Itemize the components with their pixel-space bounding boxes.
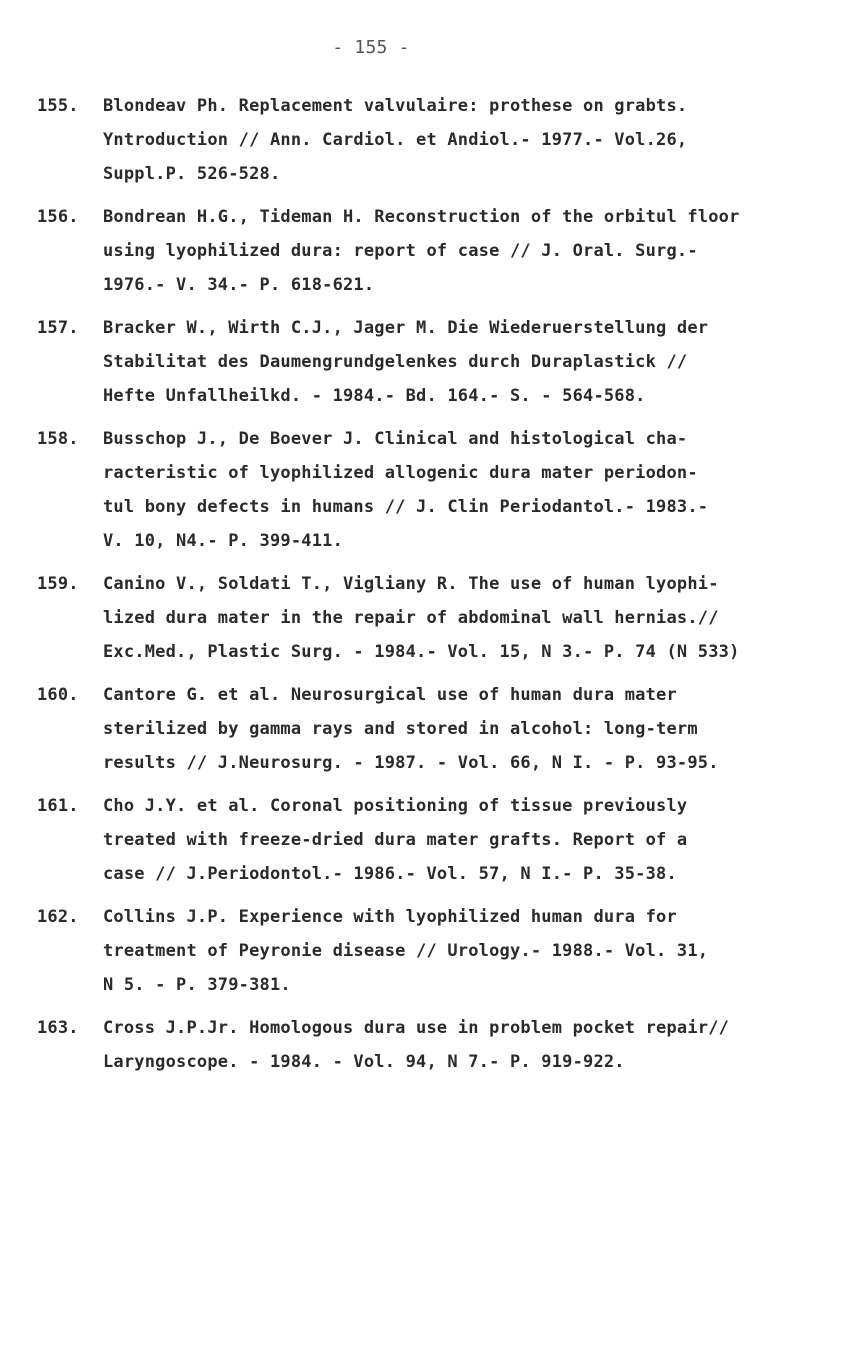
reference-line: Laryngoscope. - 1984. - Vol. 94, N 7.- P. 919-922. xyxy=(103,1052,625,1072)
reference-line: N 5. - P. 379-381. xyxy=(103,975,291,995)
reference-line: Suppl.P. 526-528. xyxy=(103,164,281,184)
reference-entry xyxy=(37,678,847,780)
reference-entry xyxy=(37,789,847,891)
reference-line: using lyophilized dura: report of case // J. Oral. Surg.- xyxy=(103,241,698,261)
reference-line: sterilized by gamma rays and stored in alcohol: long-term xyxy=(103,719,698,739)
reference-line: Yntroduction // Ann. Cardiol. et Andiol.- 1977.- Vol.26, xyxy=(103,130,688,150)
reference-text xyxy=(103,89,847,191)
reference-text xyxy=(103,200,847,302)
reference-line: treatment of Peyronie disease // Urology.- 1988.- Vol. 31, xyxy=(103,941,709,961)
reference-entry xyxy=(37,567,847,669)
reference-entry xyxy=(37,1011,847,1079)
reference-line: Collins J.P. Experience with lyophilized human dura for xyxy=(103,907,677,927)
reference-line: Canino V., Soldati T., Vigliany R. The use of human lyophi- xyxy=(103,574,719,594)
reference-line: Bondrean H.G., Tideman H. Reconstruction of the orbitul floor xyxy=(103,207,740,227)
reference-line: Stabilitat des Daumengrundgelenkes durch Duraplastick // xyxy=(103,352,688,372)
reference-entry xyxy=(37,422,847,558)
reference-line: treated with freeze-dried dura mater grafts. Report of a xyxy=(103,830,688,850)
reference-line: Bracker W., Wirth C.J., Jager M. Die Wiederuerstellung der xyxy=(103,318,709,338)
reference-entry xyxy=(37,200,847,302)
reference-line: Cantore G. et al. Neurosurgical use of human dura mater xyxy=(103,685,677,705)
reference-text xyxy=(103,1011,847,1079)
reference-line: lized dura mater in the repair of abdominal wall hernias.// xyxy=(103,608,719,628)
reference-text xyxy=(103,422,847,558)
reference-number: 158. xyxy=(37,429,79,449)
reference-entry xyxy=(37,311,847,413)
reference-line: tul bony defects in humans // J. Clin Periodantol.- 1983.- xyxy=(103,497,709,517)
page-number: - 155 - xyxy=(332,37,410,58)
reference-number: 163. xyxy=(37,1018,79,1038)
reference-entry xyxy=(37,89,847,191)
reference-line: racteristic of lyophilized allogenic dura mater periodon- xyxy=(103,463,698,483)
reference-text xyxy=(103,678,847,780)
reference-text xyxy=(103,900,847,1002)
reference-line: Exc.Med., Plastic Surg. - 1984.- Vol. 15, N 3.- P. 74 (N 533) xyxy=(103,642,740,662)
reference-number: 157. xyxy=(37,318,79,338)
reference-line: 1976.- V. 34.- P. 618-621. xyxy=(103,275,375,295)
reference-number: 159. xyxy=(37,574,79,594)
reference-text xyxy=(103,311,847,413)
reference-text xyxy=(103,789,847,891)
reference-line: Busschop J., De Boever J. Clinical and histological cha- xyxy=(103,429,688,449)
reference-line: case // J.Periodontol.- 1986.- Vol. 57, N I.- P. 35-38. xyxy=(103,864,677,884)
reference-number: 162. xyxy=(37,907,79,927)
reference-number: 161. xyxy=(37,796,79,816)
reference-number: 160. xyxy=(37,685,79,705)
reference-list xyxy=(37,89,847,1088)
reference-line: Cho J.Y. et al. Coronal positioning of tissue previously xyxy=(103,796,688,816)
reference-text xyxy=(103,567,847,669)
reference-line: V. 10, N4.- P. 399-411. xyxy=(103,531,344,551)
reference-entry xyxy=(37,900,847,1002)
reference-number: 156. xyxy=(37,207,79,227)
reference-line: Hefte Unfallheilkd. - 1984.- Bd. 164.- S. - 564-568. xyxy=(103,386,646,406)
reference-number: 155. xyxy=(37,96,79,116)
reference-line: Blondeav Ph. Replacement valvulaire: prothese on grabts. xyxy=(103,96,688,116)
reference-line: results // J.Neurosurg. - 1987. - Vol. 66, N I. - P. 93-95. xyxy=(103,753,719,773)
reference-line: Cross J.P.Jr. Homologous dura use in problem pocket repair// xyxy=(103,1018,730,1038)
